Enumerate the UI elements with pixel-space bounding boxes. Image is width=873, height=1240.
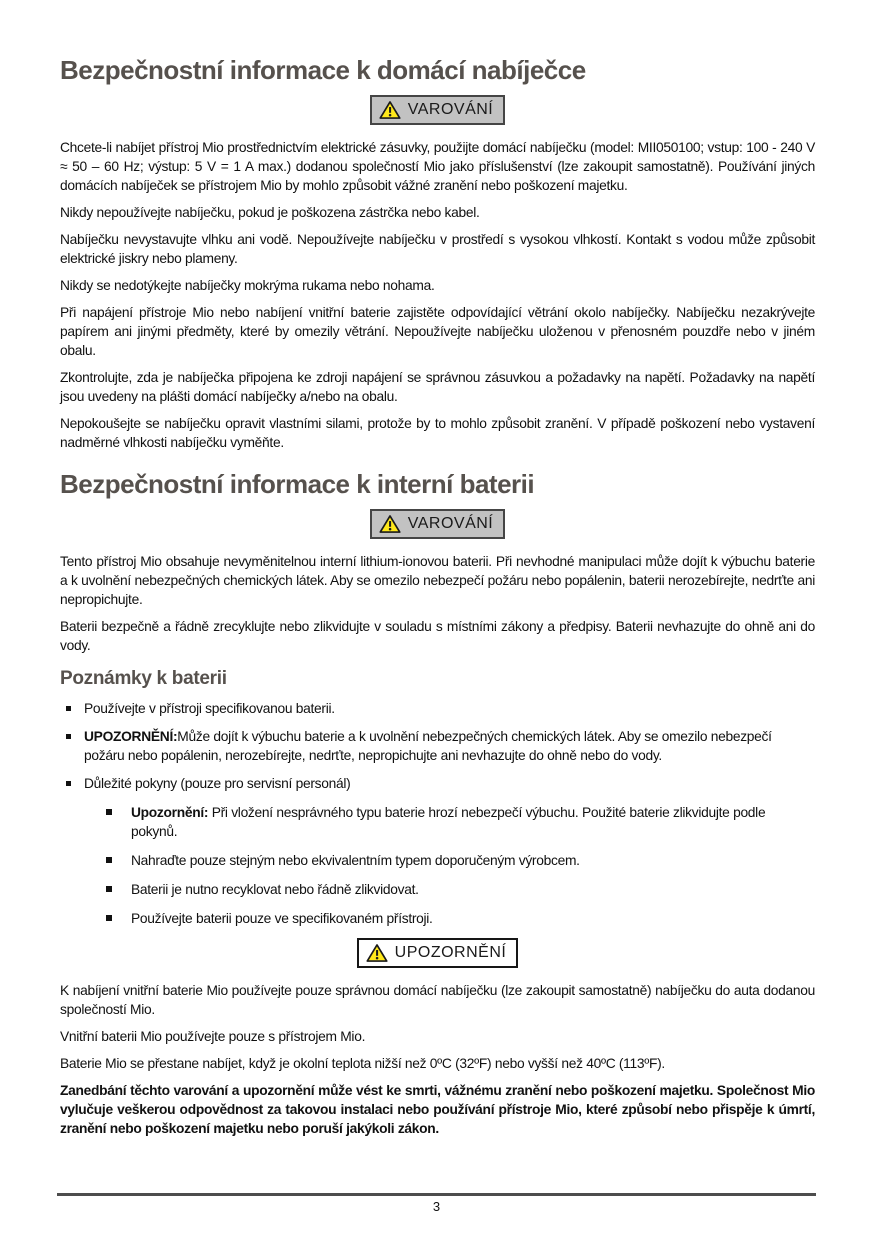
bullet-square-icon: [106, 915, 112, 921]
section-title-home-charger: Bezpečnostní informace k domácí nabíječce: [60, 55, 586, 85]
bullet-square-icon: [66, 706, 71, 711]
caution-badge-label: UPOZORNĚNÍ: [394, 943, 507, 961]
bullet-square-icon: [106, 857, 112, 863]
list-item-text: Používejte baterii pouze ve specifikovaném přístroji.: [131, 910, 433, 926]
warning-badge-row-1: [60, 95, 815, 125]
paragraph: Baterii bezpečně a řádně zrecyklujte nebo zlikvidujte v souladu s místními zákony a předpisy. Baterii nevhazujte do ohně ani do vody.: [60, 618, 815, 653]
list-item-text: Nahraďte pouze stejným nebo ekvivalentním typem doporučeným výrobcem.: [131, 852, 580, 868]
list-item-text: Důležité pokyny (pouze pro servisní personál): [84, 775, 351, 791]
list-item: [60, 699, 815, 718]
paragraph: Chcete-li nabíjet přístroj Mio prostřednictvím elektrické zásuvky, použijte domácí nabíječku (model: MII050100; vstup: 100 - 240 V ≈ 50 – 60 Hz; výstup: 5 V = 1 A max.) dodanou společností Mio jako příslušenství (lze zakoupit samostatně). Používání jiných domácích nabíječek se přístrojem Mio by mohlo způsobit vážné zranění nebo poškození majetku.: [60, 139, 815, 193]
warning-triangle-icon: [379, 514, 401, 534]
warning-triangle-icon: [379, 100, 401, 120]
list-item: [60, 727, 815, 765]
list-item-text: Používejte v přístroji specifikovanou baterii.: [84, 700, 335, 716]
warning-badge-row-2: [60, 509, 815, 539]
list-item-lead: Upozornění:: [131, 804, 209, 820]
caution-badge: [357, 938, 519, 968]
paragraph: Nepokoušejte se nabíječku opravit vlastními silami, protože by to mohlo způsobit zranění. V případě poškození nebo vystavení nadměrné vlhkosti nabíječku vyměňte.: [60, 415, 815, 450]
paragraph: Nikdy nepoužívejte nabíječku, pokud je poškozena zástrčka nebo kabel.: [60, 204, 480, 220]
paragraph: Nabíječku nevystavujte vlhku ani vodě. Nepoužívejte nabíječku v prostředí s vysokou vlhkostí. Kontakt s vodou může způsobit elektrické jiskry nebo plameny.: [60, 231, 815, 266]
paragraph: Zkontrolujte, zda je nabíječka připojena ke zdroji napájení se správnou zásuvkou a požadavky na napětí. Požadavky na napětí jsou uvedeny na plášti domácí nabíječky a/nebo na obalu.: [60, 369, 815, 404]
bullet-square-icon: [66, 781, 71, 786]
section-title-internal-battery: Bezpečnostní informace k interní baterii: [60, 468, 535, 499]
list-item-lead: UPOZORNĚNÍ:: [84, 728, 178, 744]
list-item: [106, 851, 815, 870]
battery-notes-list: [60, 699, 815, 928]
list-item-text: Může dojít k výbuchu baterie a k uvolnění nebezpečných chemických látek. Aby se omezilo nebezpečí požáru nebo popálenin, nerozebírejte, nedrťte, nepropichujte ani nevhazujte do ohně nebo do vody.: [84, 728, 772, 763]
warning-badge-label: VAROVÁNÍ: [407, 100, 494, 118]
paragraph: Nikdy se nedotýkejte nabíječky mokrýma rukama nebo nohama.: [60, 277, 435, 293]
page-footer: [57, 1193, 816, 1214]
warning-badge: [370, 95, 506, 125]
bullet-square-icon: [106, 809, 112, 815]
service-instructions-list: [106, 803, 815, 928]
warning-triangle-icon: [366, 943, 388, 963]
paragraph: Baterie Mio se přestane nabíjet, když je okolní teplota nižší než 0ºC (32ºF) nebo vyšší než 40ºC (113ºF).: [60, 1055, 665, 1071]
footer-rule: [57, 1193, 816, 1196]
subsection-title-battery-notes: Poznámky k baterii: [60, 667, 227, 689]
list-item: [106, 803, 815, 841]
disclaimer-paragraph: Zanedbání těchto varování a upozornění může vést ke smrti, vážnému zranění nebo poškození majetku. Společnost Mio vylučuje veškerou odpovědnost za takovou instalaci nebo používání přístroje Mio, které způsobí nebo přispěje k úmrtí, zranění nebo poškození majetku nebo poruší jakýkoli zákon.: [60, 1082, 815, 1136]
paragraph: Vnitřní baterii Mio používejte pouze s přístrojem Mio.: [60, 1028, 366, 1044]
warning-badge: [370, 509, 506, 539]
paragraph: K nabíjení vnitřní baterie Mio používejte pouze správnou domácí nabíječku (lze zakoupit samostatně) nabíječku do auta dodanou společností Mio.: [60, 982, 815, 1017]
list-item: [106, 909, 815, 928]
caution-badge-row: [60, 938, 815, 968]
paragraph: Při napájení přístroje Mio nebo nabíjení vnitřní baterie zajistěte odpovídající větrání okolo nabíječky. Nabíječku nezakrývejte papírem ani jinými předměty, které by omezily větrání. Nepoužívejte nabíječku uloženou v přenosném pouzdře nebo v jiném obalu.: [60, 304, 815, 358]
bullet-square-icon: [66, 734, 71, 739]
warning-badge-label: VAROVÁNÍ: [407, 514, 494, 532]
list-item: [106, 880, 815, 899]
list-item: [60, 774, 815, 928]
paragraph: Tento přístroj Mio obsahuje nevyměnitelnou interní lithium-ionovou baterii. Při nevhodné manipulaci může dojít k výbuchu baterie a k uvolnění nebezpečných chemických látek. Aby se omezilo nebezpečí požáru nebo popálenin, baterii nerozebírejte, nedrťte ani nepropichujte.: [60, 553, 815, 607]
bullet-square-icon: [106, 886, 112, 892]
list-item-text: Baterii je nutno recyklovat nebo řádně zlikvidovat.: [131, 881, 419, 897]
page-number: 3: [432, 1199, 441, 1214]
list-item-text: Při vložení nesprávného typu baterie hrozí nebezpečí výbuchu. Použité baterie zlikvidujte podle pokynů.: [131, 804, 766, 839]
